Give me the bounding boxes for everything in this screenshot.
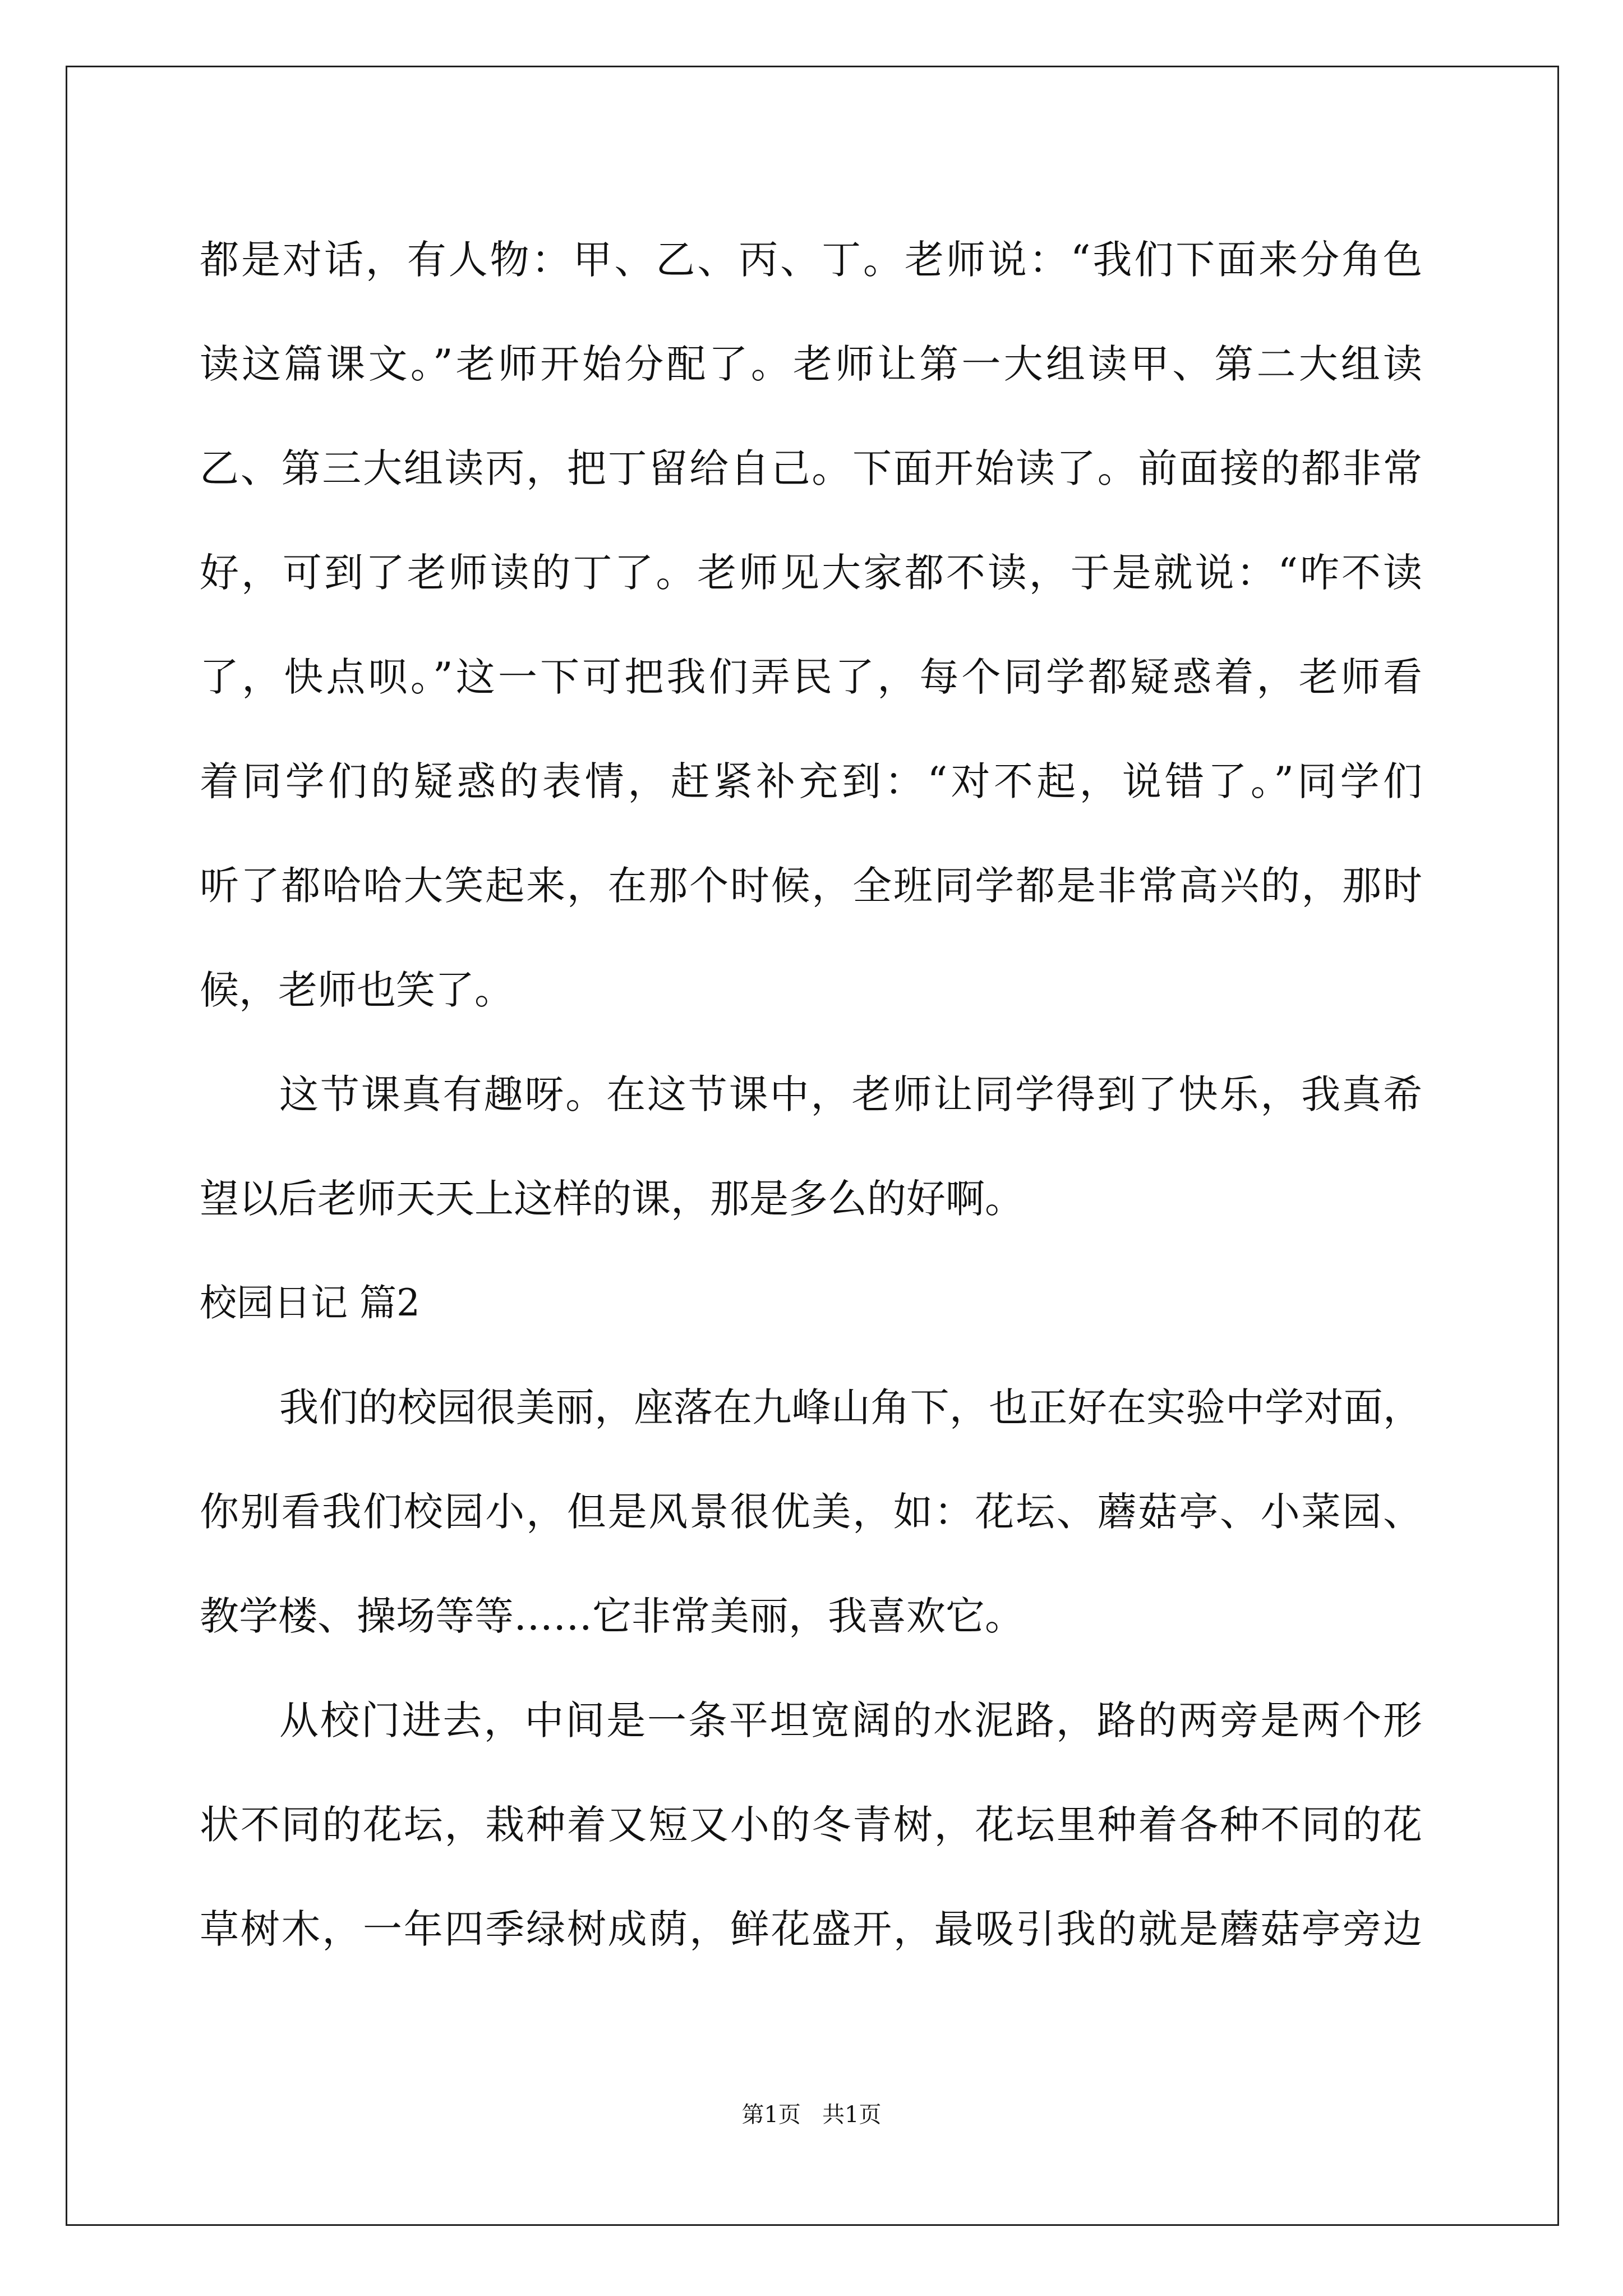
- text-line: 听了都哈哈大笑起来，在那个时候，全班同学都是非常高兴的，那时: [200, 863, 1422, 909]
- text-line: 草树木，一年四季绿树成荫，鲜花盛开，最吸引我的就是蘑菇亭旁边: [200, 1906, 1422, 1952]
- page-number: 第1页: [741, 2102, 801, 2128]
- section-title: 校园日记 篇2: [200, 1281, 420, 1324]
- text-line: 读这篇课文。”老师开始分配了。老师让第一大组读甲、第二大组读: [200, 341, 1422, 387]
- text-line: 乙、第三大组读丙，把丁留给自己。下面开始读了。前面接的都非常: [200, 445, 1422, 491]
- text-line: 着同学们的疑惑的表情，赶紧补充到：“对不起，说错了。”同学们: [200, 758, 1422, 804]
- text-line: 望以后老师天天上这样的课，那是多么的好啊。: [200, 1176, 1024, 1222]
- paragraph: [200, 1355, 1422, 1668]
- text-line: 好，可到了老师读的丁了。老师见大家都不读，于是就说：“咋不读: [200, 550, 1422, 596]
- page-footer: [0, 2097, 1623, 2129]
- paragraph: [200, 208, 1422, 1042]
- text-line: 这节课真有趣呀。在这节课中，老师让同学得到了快乐，我真希: [279, 1071, 1422, 1117]
- document-body: [200, 208, 1422, 1981]
- text-line: 教学楼、操场等等……它非常美丽，我喜欢它。: [200, 1593, 1024, 1639]
- text-line: 你别看我们校园小，但是风景很优美，如：花坛、蘑菇亭、小菜园、: [200, 1489, 1422, 1535]
- text-line: 状不同的花坛，栽种着又短又小的冬青树，花坛里种着各种不同的花: [200, 1802, 1422, 1848]
- text-line: 我们的校园很美丽，座落在九峰山角下，也正好在实验中学对面，: [279, 1384, 1422, 1430]
- paragraph: [200, 1668, 1422, 1981]
- paragraph: [200, 1042, 1422, 1251]
- page-total: 共1页: [822, 2102, 882, 2128]
- text-line: 从校门进去，中间是一条平坦宽阔的水泥路，路的两旁是两个形: [279, 1697, 1422, 1743]
- text-line: 了，快点呗。”这一下可把我们弄民了，每个同学都疑惑着，老师看: [200, 654, 1422, 700]
- text-line: 候，老师也笑了。: [200, 967, 514, 1013]
- text-line: 都是对话，有人物：甲、乙、丙、丁。老师说：“我们下面来分角色: [200, 237, 1422, 283]
